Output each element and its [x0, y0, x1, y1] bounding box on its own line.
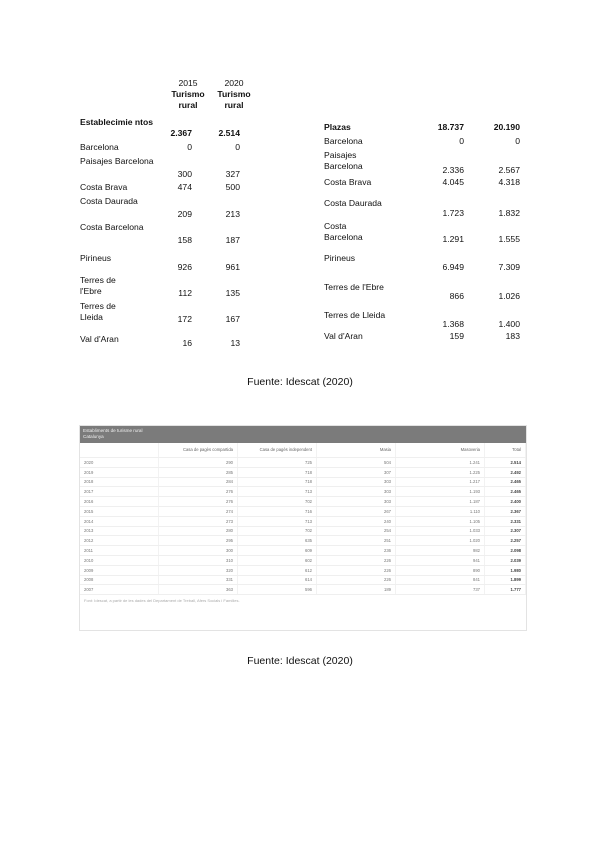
table-cell: 363	[159, 585, 238, 595]
year-cell: 2011	[80, 546, 159, 556]
table-cell: 303	[317, 477, 396, 487]
total-cell: 2.039	[485, 555, 526, 565]
total-cell: 2.367	[485, 506, 526, 516]
table-cell: 1.020	[396, 536, 485, 546]
table-cell: 310	[159, 555, 238, 565]
idescat-title-line1: Establiments de turisme rural	[83, 428, 143, 433]
table-row	[80, 458, 526, 468]
table-row	[80, 516, 526, 526]
row-label: Terres de l'Ebre	[80, 275, 116, 296]
row-label: Terres de Lleida	[324, 310, 386, 320]
table-cell: 737	[396, 585, 485, 595]
table-cell: 251	[317, 536, 396, 546]
total-cell: 2.400	[485, 497, 526, 507]
table-row	[80, 487, 526, 497]
value-2015: 0	[459, 136, 464, 146]
header-line2: rural	[224, 100, 244, 110]
table-cell: 718	[238, 467, 317, 477]
row-label: Barcelona	[324, 136, 363, 146]
table-row	[80, 546, 526, 556]
idescat-data-table	[80, 443, 526, 595]
table-cell: 635	[238, 536, 317, 546]
table-row	[80, 536, 526, 546]
value-2020: 213	[225, 209, 240, 219]
table-cell: 718	[238, 477, 317, 487]
total-cell: 2.307	[485, 526, 526, 536]
table-row	[80, 555, 526, 565]
value-2020: 1.555	[498, 234, 520, 244]
year-cell: 2017	[80, 487, 159, 497]
table-cell: 1.187	[396, 497, 485, 507]
value-2020: 0	[515, 136, 520, 146]
table-cell: 274	[159, 506, 238, 516]
row-label: Pirineus	[80, 253, 112, 263]
table-cell: 226	[317, 555, 396, 565]
year-cell: 2015	[80, 506, 159, 516]
idescat-title-line2: Catalunya	[83, 434, 104, 439]
idescat-table	[79, 425, 527, 631]
table-cell: 1.033	[396, 526, 485, 536]
value-2020: 961	[225, 262, 240, 272]
column-header: Casa de pagès compartida	[159, 443, 238, 458]
row-label: Plazas	[324, 122, 351, 132]
value-2020: 7.309	[498, 262, 520, 272]
value-2020: 20.190	[493, 122, 520, 132]
table-cell: 1.193	[396, 487, 485, 497]
table-cell: 504	[317, 458, 396, 468]
idescat-table-title	[80, 426, 526, 443]
value-2015: 158	[177, 235, 192, 245]
table-row	[80, 506, 526, 516]
value-2020: 2.514	[218, 128, 240, 138]
table-row	[80, 585, 526, 595]
table-cell: 300	[159, 546, 238, 556]
table-cell: 290	[159, 458, 238, 468]
value-2020: 1.026	[498, 291, 520, 301]
value-2015: 16	[182, 338, 192, 348]
row-label: Paisajes Barcelona	[80, 156, 154, 166]
table-cell: 713	[238, 487, 317, 497]
year-cell: 2009	[80, 565, 159, 575]
year-cell: 2019	[80, 467, 159, 477]
header-line1: Turismo	[171, 89, 205, 99]
year-cell: 2014	[80, 516, 159, 526]
value-2020: 0	[235, 142, 240, 152]
table-cell: 890	[396, 565, 485, 575]
value-2015: 18.737	[437, 122, 464, 132]
value-2020: 4.318	[498, 177, 520, 187]
value-2015: 112	[178, 288, 192, 298]
table-cell: 276	[159, 487, 238, 497]
year-cell: 2020	[80, 458, 159, 468]
row-label: Costa Daurada	[80, 196, 138, 206]
value-2015: 1.723	[442, 208, 464, 218]
table-cell: 320	[159, 565, 238, 575]
table-cell: 941	[396, 555, 485, 565]
value-2020: 500	[225, 182, 240, 192]
value-2015: 2.336	[442, 165, 464, 175]
table-cell: 226	[317, 565, 396, 575]
row-label: Costa Daurada	[324, 198, 382, 208]
total-cell: 1.980	[485, 565, 526, 575]
row-label: Costa Barcelona	[80, 222, 144, 232]
total-cell: 1.777	[485, 585, 526, 595]
year-cell: 2013	[80, 526, 159, 536]
row-label: Paisajes Barcelona	[324, 150, 363, 171]
header-year: 2015	[178, 78, 198, 88]
row-label: Val d'Aran	[324, 331, 363, 341]
table-cell: 280	[159, 526, 238, 536]
total-cell: 2.331	[485, 516, 526, 526]
value-2015: 474	[177, 182, 192, 192]
total-cell: 2.098	[485, 546, 526, 556]
value-2020: 167	[225, 314, 240, 324]
table-cell: 1.110	[396, 506, 485, 516]
year-cell: 2010	[80, 555, 159, 565]
value-2015: 6.949	[442, 262, 464, 272]
row-label: Establecimie ntos	[80, 117, 154, 127]
table-cell: 236	[317, 546, 396, 556]
table-row	[80, 575, 526, 585]
year-cell: 2018	[80, 477, 159, 487]
value-2015: 300	[177, 169, 192, 179]
table-cell: 602	[238, 555, 317, 565]
header-line2: rural	[178, 100, 198, 110]
table-cell: 284	[159, 477, 238, 487]
value-2020: 187	[225, 235, 240, 245]
value-2015: 866	[449, 291, 464, 301]
column-header: Masoveria	[396, 443, 485, 458]
header-2020	[214, 78, 254, 111]
table-cell: 614	[238, 575, 317, 585]
value-2015: 1.368	[442, 319, 464, 329]
table-row	[80, 497, 526, 507]
table-cell: 1.217	[396, 477, 485, 487]
table-cell: 189	[317, 585, 396, 595]
row-label: Val d'Aran	[80, 334, 119, 344]
table-cell: 276	[159, 497, 238, 507]
header-2015	[168, 78, 208, 111]
table-cell: 331	[159, 575, 238, 585]
table-cell: 285	[159, 467, 238, 477]
column-header	[80, 443, 159, 458]
table-cell: 254	[317, 526, 396, 536]
column-header: Total	[485, 443, 526, 458]
row-label: Pirineus	[324, 253, 356, 263]
value-2020: 2.567	[498, 165, 520, 175]
header-row	[80, 443, 526, 458]
table-cell: 267	[317, 506, 396, 516]
total-cell: 2.257	[485, 536, 526, 546]
total-cell: 1.899	[485, 575, 526, 585]
value-2015: 1.291	[442, 234, 464, 244]
table-cell: 596	[238, 585, 317, 595]
header-year: 2020	[224, 78, 244, 88]
value-2020: 135	[225, 288, 240, 298]
table-cell: 612	[238, 565, 317, 575]
row-label: Terres de Lleida	[80, 301, 116, 322]
idescat-source-note: Font: Idescat, a partir de les dades del Departament de Treball, Afers Socials i Famílies.	[84, 598, 240, 604]
table-cell: 1.225	[396, 467, 485, 477]
value-2020: 13	[230, 338, 240, 348]
value-2015: 172	[177, 314, 192, 324]
table-cell: 716	[238, 506, 317, 516]
total-cell: 2.465	[485, 477, 526, 487]
year-cell: 2008	[80, 575, 159, 585]
table-row	[80, 467, 526, 477]
column-header: Casa de pagès independent	[238, 443, 317, 458]
table-row	[80, 565, 526, 575]
row-label: Terres de l'Ebre	[324, 282, 384, 292]
value-2015: 209	[177, 209, 192, 219]
column-header: Masia	[317, 443, 396, 458]
row-label: Costa Brava	[324, 177, 372, 187]
table-cell: 982	[396, 546, 485, 556]
value-2020: 327	[225, 169, 240, 179]
table-cell: 273	[159, 516, 238, 526]
value-2020: 1.400	[498, 319, 520, 329]
table-cell: 702	[238, 497, 317, 507]
caption-source-1: Fuente: Idescat (2020)	[247, 376, 353, 388]
idescat-table-body	[80, 458, 526, 595]
total-cell: 2.492	[485, 467, 526, 477]
table-cell: 303	[317, 487, 396, 497]
year-cell: 2012	[80, 536, 159, 546]
caption-source-2: Fuente: Idescat (2020)	[247, 655, 353, 667]
value-2015: 926	[177, 262, 192, 272]
table-row	[80, 526, 526, 536]
year-cell: 2016	[80, 497, 159, 507]
value-2020: 183	[505, 331, 520, 341]
value-2020: 1.832	[498, 208, 520, 218]
row-label: Costa Barcelona	[324, 221, 363, 242]
table-cell: 1.241	[396, 458, 485, 468]
value-2015: 159	[449, 331, 464, 341]
table-cell: 307	[317, 467, 396, 477]
table-cell: 702	[238, 526, 317, 536]
table-cell: 609	[238, 546, 317, 556]
table-cell: 713	[238, 516, 317, 526]
value-2015: 2.367	[170, 128, 192, 138]
row-label: Costa Brava	[80, 182, 128, 192]
total-cell: 2.514	[485, 458, 526, 468]
row-label: Barcelona	[80, 142, 119, 152]
table-cell: 1.105	[396, 516, 485, 526]
table-cell: 303	[317, 497, 396, 507]
table-cell: 226	[317, 575, 396, 585]
value-2015: 4.045	[442, 177, 464, 187]
table-row	[80, 477, 526, 487]
table-cell: 240	[317, 516, 396, 526]
value-2015: 0	[187, 142, 192, 152]
year-cell: 2007	[80, 585, 159, 595]
total-cell: 2.465	[485, 487, 526, 497]
header-line1: Turismo	[217, 89, 251, 99]
table-cell: 725	[238, 458, 317, 468]
table-cell: 295	[159, 536, 238, 546]
table-cell: 841	[396, 575, 485, 585]
